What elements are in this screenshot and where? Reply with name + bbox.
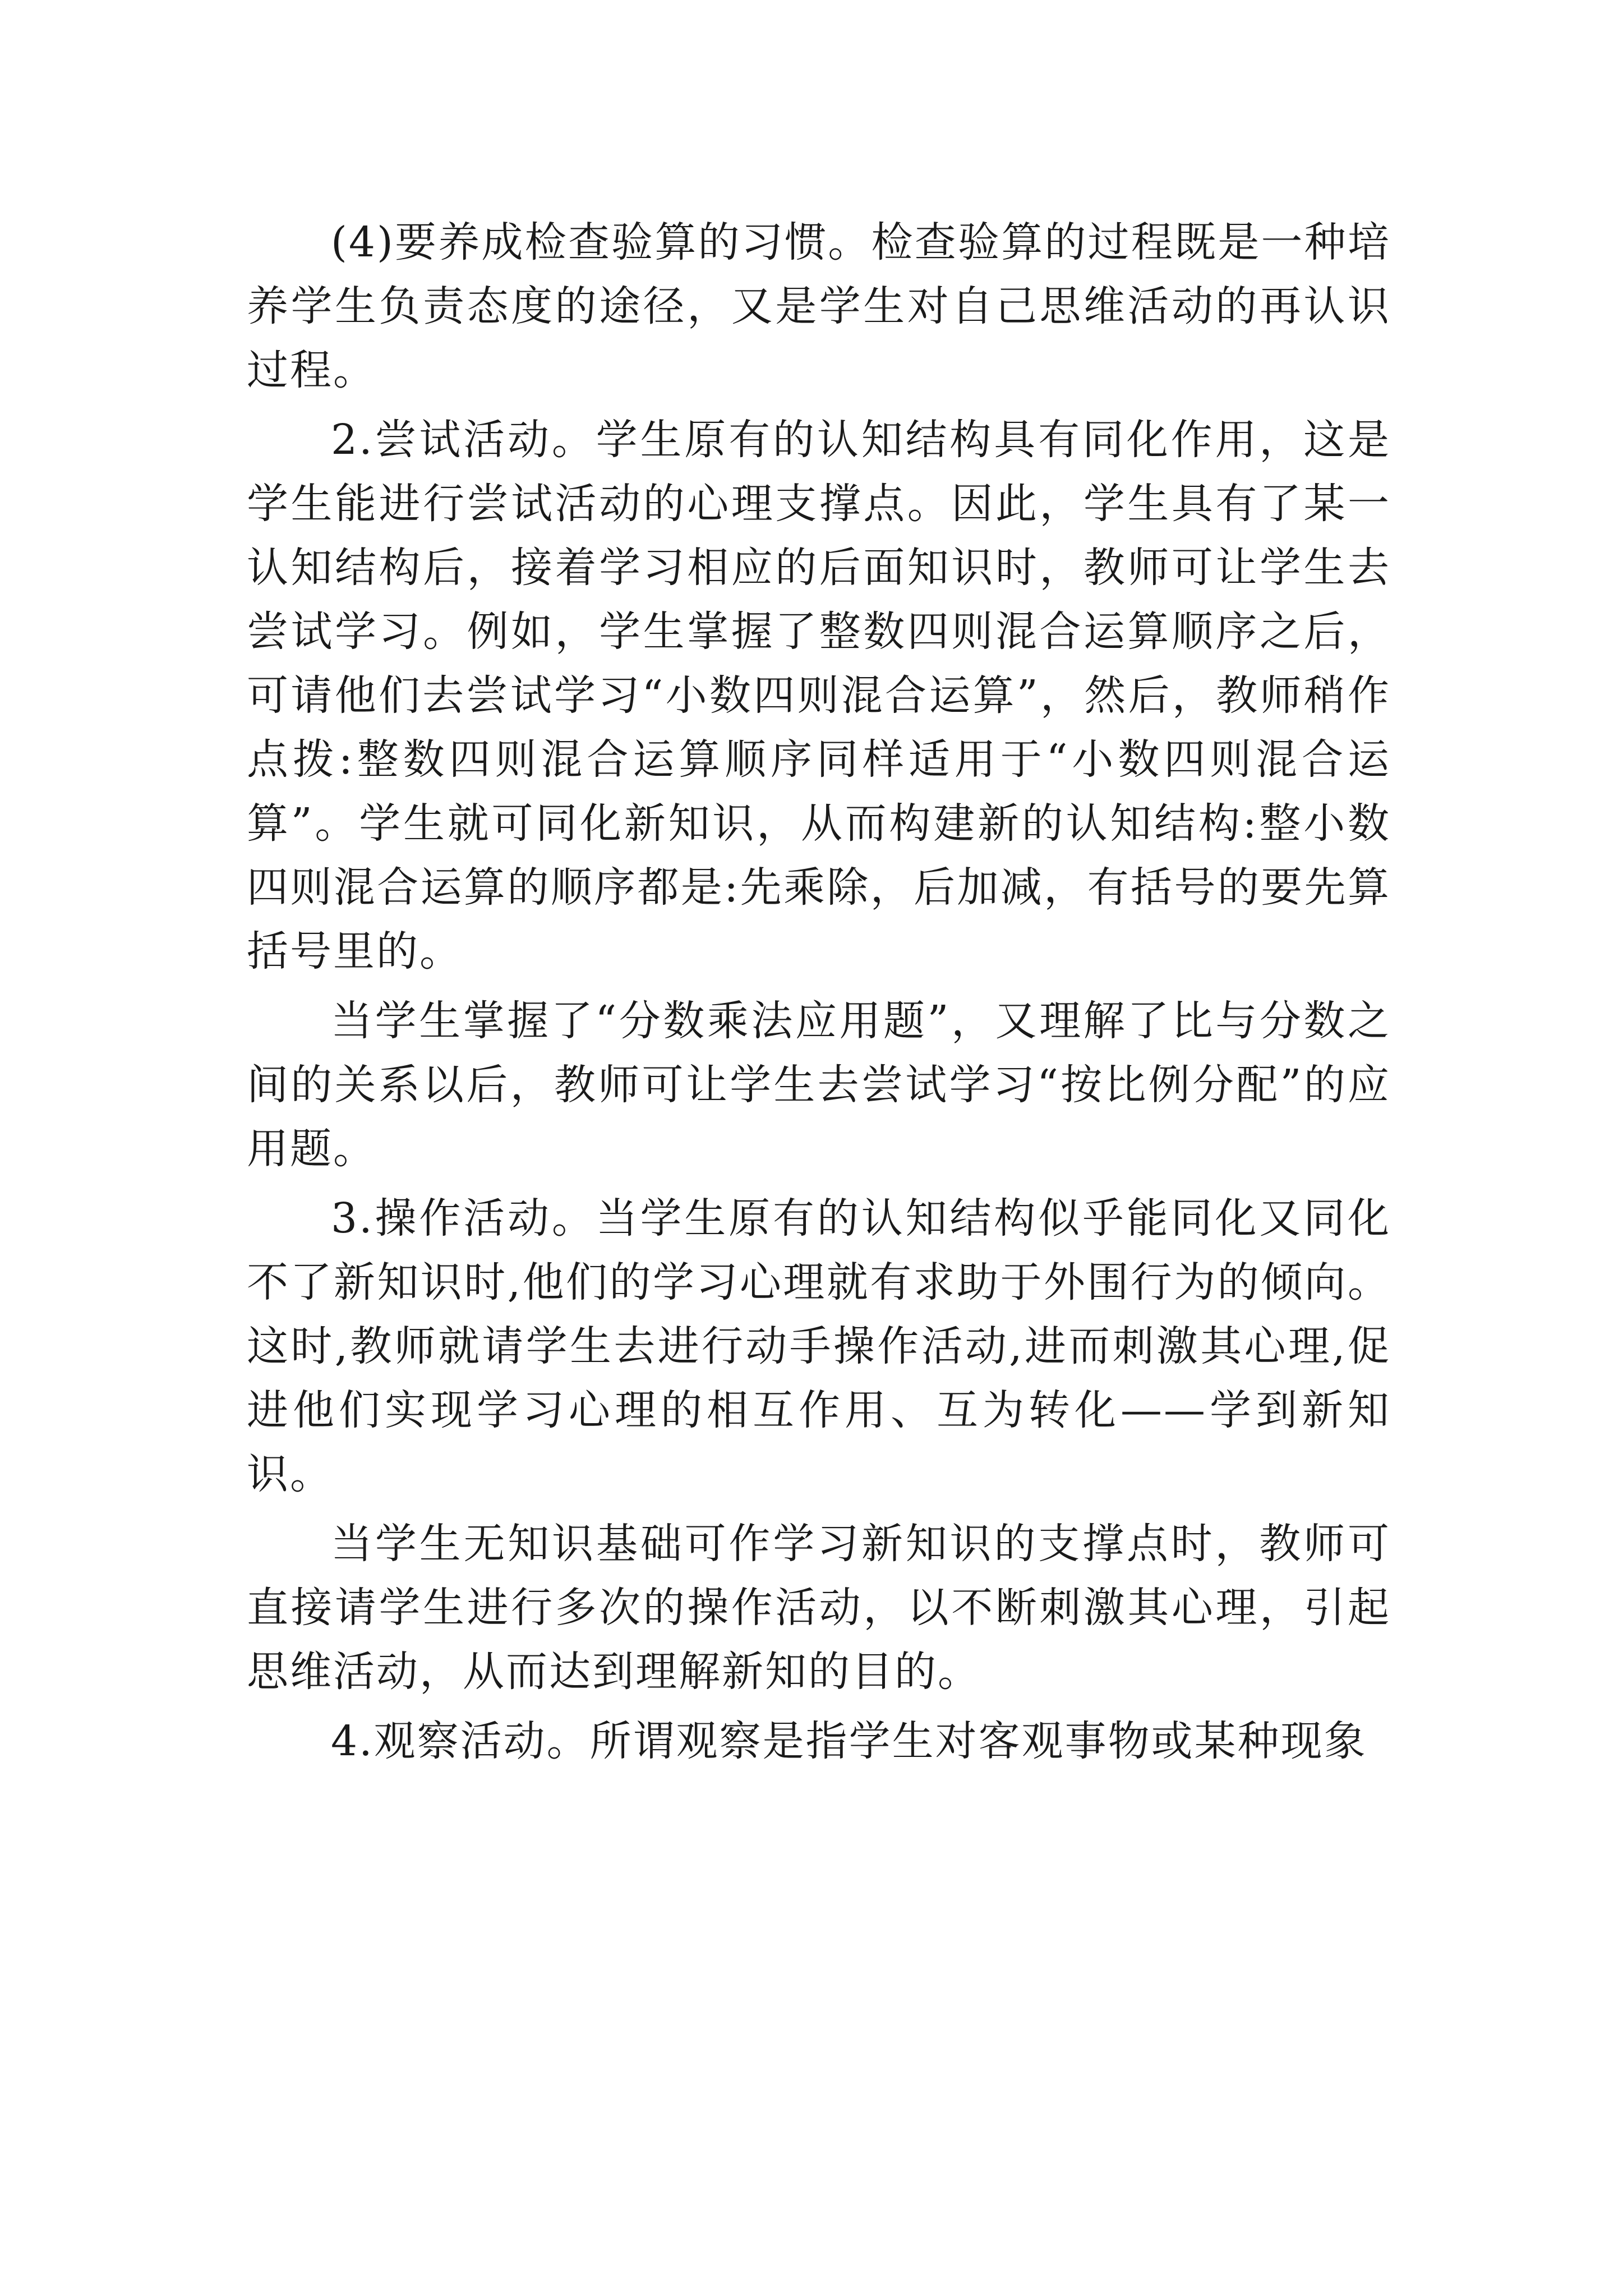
- paragraph-operation-activity: 3.操作活动。当学生原有的认知结构似乎能同化又同化不了新知识时,他们的学习心理就有求助于外围行为的倾向。这时,教师就请学生去进行动手操作活动,进而刺激其心理,促进他们实现学习心理的相互作用、互为转化——学到新知识。: [247, 1194, 1391, 1498]
- document-body: [247, 210, 1391, 1779]
- paragraph-check-habit: (4)要养成检查验算的习惯。检查验算的过程既是一种培养学生负责态度的途径，又是学生对自己思维活动的再认识过程。: [247, 218, 1391, 394]
- paragraph-no-foundation: 当学生无知识基础可作学习新知识的支撑点时，教师可直接请学生进行多次的操作活动，以不断刺激其心理，引起思维活动，从而达到理解新知的目的。: [247, 1520, 1391, 1696]
- paragraph-trial-activity: 2.尝试活动。学生原有的认知结构具有同化作用，这是学生能进行尝试活动的心理支撑点。因此，学生具有了某一认知结构后，接着学习相应的后面知识时，教师可让学生去尝试学习。例如，学生掌握了整数四则混合运算顺序之后，可请他们去尝试学习“小数四则混合运算”，然后，教师稍作点拨:整数四则混合运算顺序同样适用于“小数四则混合运算”。学生就可同化新知识，从而构建新的认知结构:整小数四则混合运算的顺序都是:先乘除，后加减，有括号的要先算括号里的。: [247, 416, 1391, 976]
- paragraph-fraction-example: 当学生掌握了“分数乘法应用题”，又理解了比与分数之间的关系以后，教师可让学生去尝试学习“按比例分配”的应用题。: [247, 997, 1391, 1173]
- paragraph-observation-activity: 4.观察活动。所谓观察是指学生对客观事物或某种现象: [331, 1717, 1367, 1765]
